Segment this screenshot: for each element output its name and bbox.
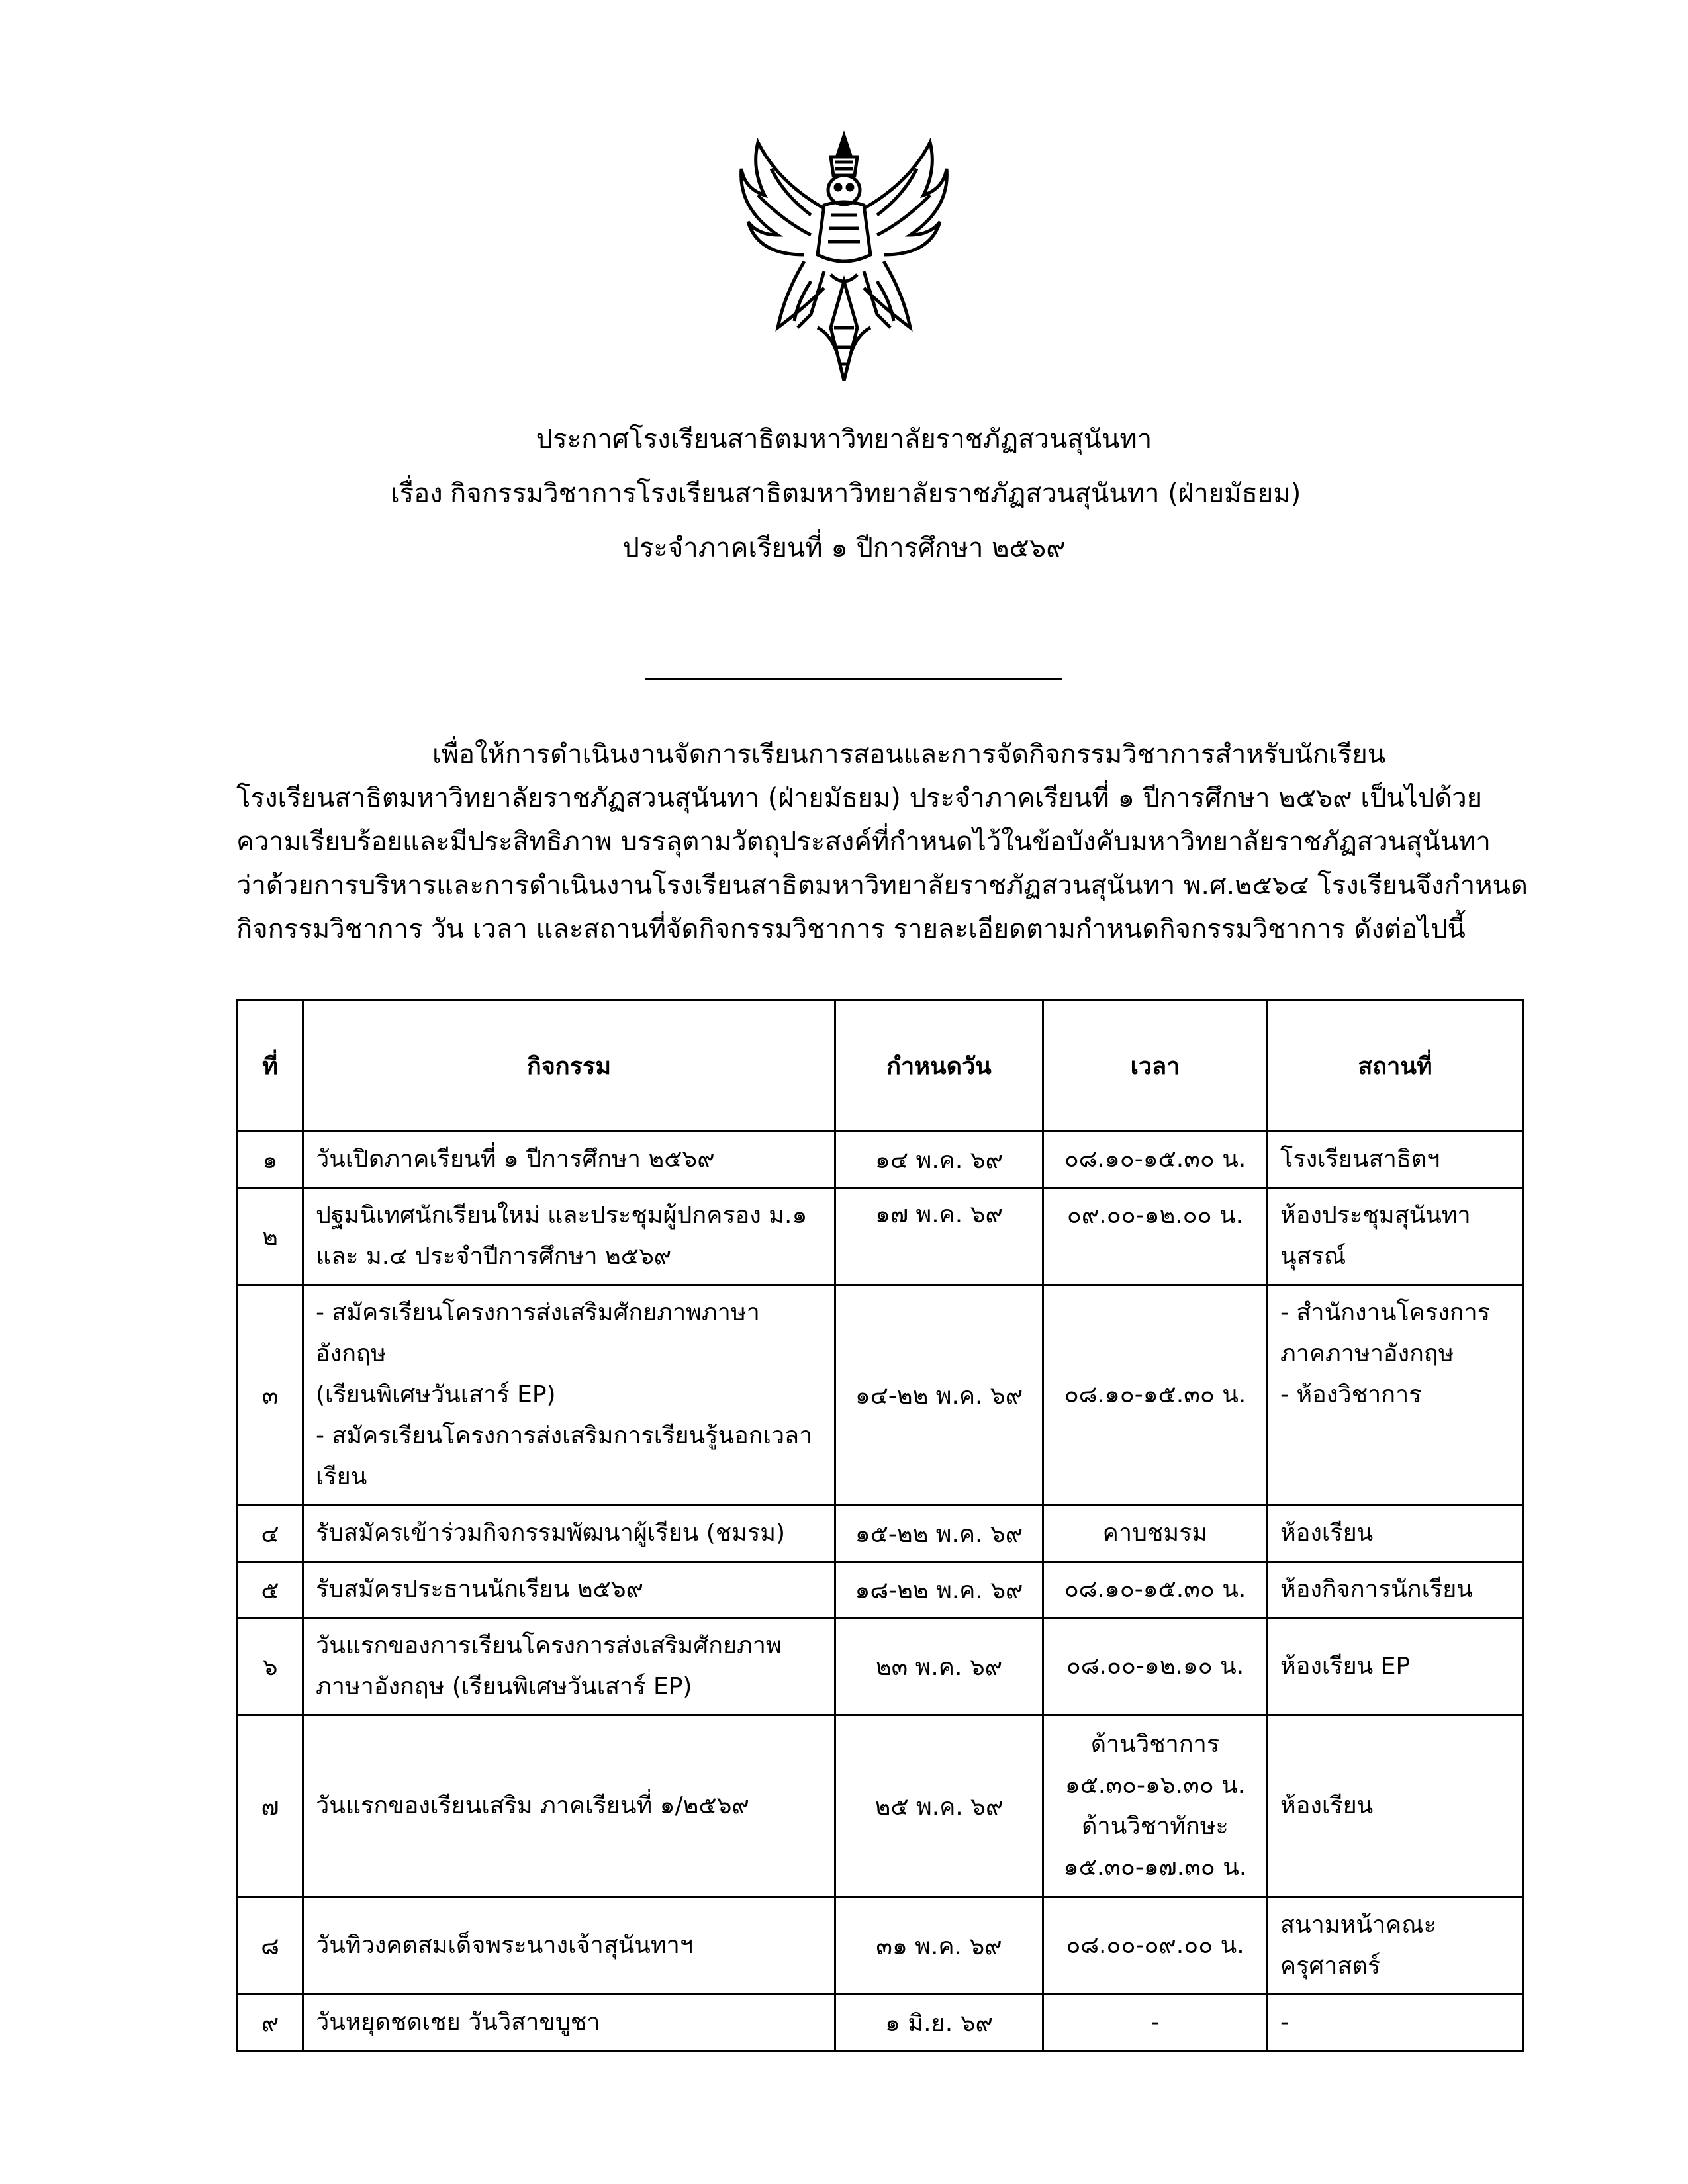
cell-date: ๓๑ พ.ค. ๖๙ [835,1897,1043,1995]
cell-place: - [1268,1995,1523,2051]
cell-time: ๐๘.๑๐-๑๕.๓๐ น. [1043,1562,1268,1618]
header-activity: กิจกรรม [303,1001,835,1132]
cell-no: ๔ [238,1506,303,1562]
table-row [238,1285,1523,1506]
cell-activity: รับสมัครเข้าร่วมกิจกรรมพัฒนาผู้เรียน (ชมรม) [303,1506,835,1562]
header-time: เวลา [1043,1001,1268,1132]
header-no: ที่ [238,1001,303,1132]
cell-place: - สำนักงานโครงการ ภาคภาษาอังกฤษ - ห้องวิชาการ [1268,1285,1523,1506]
cell-place: ห้องเรียน [1268,1715,1523,1897]
table-row [238,1715,1523,1897]
header-date: กำหนดวัน [835,1001,1043,1132]
cell-no: ๑ [238,1132,303,1188]
table-header-row [238,1001,1523,1132]
cell-time: ๐๙.๐๐-๑๒.๐๐ น. [1043,1188,1268,1285]
cell-place: ห้องประชุมสุนันทา นุสรณ์ [1268,1188,1523,1285]
subject-text: กิจกรรมวิชาการโรงเรียนสาธิตมหาวิทยาลัยราชภัฏสวนสุนันทา (ฝ่ายมัธยม) [450,478,1301,509]
cell-activity: วันทิวงคตสมเด็จพระนางเจ้าสุนันทาฯ [303,1897,835,1995]
cell-place: โรงเรียนสาธิตฯ [1268,1132,1523,1188]
table-row [238,1132,1523,1188]
cell-date: ๑๗ พ.ค. ๖๙ [835,1188,1043,1285]
body-line-5: กิจกรรมวิชาการ วัน เวลา และสถานที่จัดกิจกรรมวิชาการ รายละเอียดตามกำหนดกิจกรรมวิชาการ ดังต่อไปนี้ [236,914,1466,944]
cell-activity: วันแรกของเรียนเสริม ภาคเรียนที่ ๑/๒๕๖๙ [303,1715,835,1897]
cell-date: ๑ มิ.ย. ๖๙ [835,1995,1043,2051]
table-row [238,1618,1523,1715]
cell-date: ๑๔-๒๒ พ.ค. ๖๙ [835,1285,1043,1506]
announcement-term: ประจำภาคเรียนที่ ๑ ปีการศึกษา ๒๕๖๙ [622,533,1066,563]
garuda-emblem [731,129,957,387]
cell-no: ๕ [238,1562,303,1618]
body-line-2: โรงเรียนสาธิตมหาวิทยาลัยราชภัฏสวนสุนันทา (ฝ่ายมัธยม) ประจำภาคเรียนที่ ๑ ปีการศึกษา ๒๕๖๙ เป็นไปด้วย [236,783,1483,813]
header-place: สถานที่ [1268,1001,1523,1132]
body-line-1: เพื่อให้การดำเนินงานจัดการเรียนการสอนและการจัดกิจกรรมวิชาการสำหรับนักเรียน [432,739,1386,770]
table-row [238,1188,1523,1285]
cell-time: ๐๘.๐๐-๑๒.๑๐ น. [1043,1618,1268,1715]
cell-no: ๓ [238,1285,303,1506]
cell-date: ๑๕-๒๒ พ.ค. ๖๙ [835,1506,1043,1562]
cell-time: ๐๘.๑๐-๑๕.๓๐ น. [1043,1132,1268,1188]
cell-activity: วันแรกของการเรียนโครงการส่งเสริมศักยภาพ ภาษาอังกฤษ (เรียนพิเศษวันเสาร์ EP) [303,1618,835,1715]
announcement-subject [391,475,1301,512]
cell-place: สนามหน้าคณะ ครุศาสตร์ [1268,1897,1523,1995]
cell-place: ห้องเรียน EP [1268,1618,1523,1715]
title-divider [645,678,1062,680]
cell-time: - [1043,1995,1268,2051]
table-row [238,1506,1523,1562]
cell-activity: - สมัครเรียนโครงการส่งเสริมศักยภาพภาษาอังกฤษ (เรียนพิเศษวันเสาร์ EP) - สมัครเรียนโครงการส่งเสริมการเรียนรู้นอกเวลา เรียน [303,1285,835,1506]
cell-activity: วันเปิดภาคเรียนที่ ๑ ปีการศึกษา ๒๕๖๙ [303,1132,835,1188]
activity-table [236,999,1524,2052]
table-row [238,1562,1523,1618]
cell-time: ๐๘.๑๐-๑๕.๓๐ น. [1043,1285,1268,1506]
cell-date: ๒๓ พ.ค. ๖๙ [835,1618,1043,1715]
cell-time: คาบชมรม [1043,1506,1268,1562]
cell-place: ห้องกิจการนักเรียน [1268,1562,1523,1618]
body-line-4: ว่าด้วยการบริหารและการดำเนินงานโรงเรียนสาธิตมหาวิทยาลัยราชภัฏสวนสุนันทา พ.ศ.๒๕๖๔ โรงเรียนจึงกำหนด [236,870,1528,901]
cell-date: ๑๔ พ.ค. ๖๙ [835,1132,1043,1188]
cell-activity: รับสมัครประธานนักเรียน ๒๕๖๙ [303,1562,835,1618]
subject-label: เรื่อง [391,478,443,509]
cell-time: ด้านวิชาการ ๑๕.๓๐-๑๖.๓๐ น. ด้านวิชาทักษะ ๑๕.๓๐-๑๗.๓๐ น. [1043,1715,1268,1897]
cell-no: ๙ [238,1995,303,2051]
cell-activity: ปฐมนิเทศนักเรียนใหม่ และประชุมผู้ปกครอง ม.๑ และ ม.๔ ประจำปีการศึกษา ๒๕๖๙ [303,1188,835,1285]
cell-no: ๗ [238,1715,303,1897]
announcement-title: ประกาศโรงเรียนสาธิตมหาวิทยาลัยราชภัฏสวนสุนันทา [536,424,1152,455]
cell-no: ๖ [238,1618,303,1715]
cell-date: ๑๘-๒๒ พ.ค. ๖๙ [835,1562,1043,1618]
table-row [238,1897,1523,1995]
cell-time: ๐๘.๐๐-๐๙.๐๐ น. [1043,1897,1268,1995]
table-row [238,1995,1523,2051]
body-line-3: ความเรียบร้อยและมีประสิทธิภาพ บรรลุตามวัตถุประสงค์ที่กำหนดไว้ในข้อบังคับมหาวิทยาลัยราชภัฏสวนสุนันทา [236,827,1491,857]
cell-date: ๒๕ พ.ค. ๖๙ [835,1715,1043,1897]
cell-no: ๒ [238,1188,303,1285]
cell-place: ห้องเรียน [1268,1506,1523,1562]
cell-no: ๘ [238,1897,303,1995]
cell-activity: วันหยุดชดเชย วันวิสาขบูชา [303,1995,835,2051]
